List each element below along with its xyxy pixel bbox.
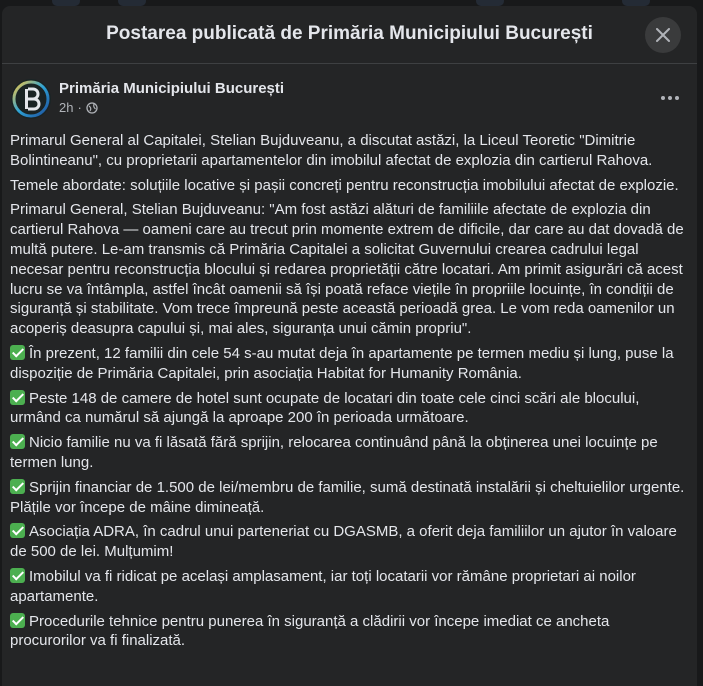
post-body	[10, 131, 686, 656]
more-icon	[661, 96, 665, 100]
post-meta: 2h ·	[59, 100, 98, 115]
post-paragraph: Primarul General, Stelian Bujduveanu: "Am fost astăzi alături de familiile afectate de explozia din cartierul Rahova — oameni care au trecut prin momente extrem de dificile, dar care au dat dovadă de multă putere. Le-am transmis că Primăria Capitalei a solicitat Guvernului crearea cadrului legal necesar pentru reconstrucția blocului și redarea proprietății către locatari. Am primit asigurări că acest lucru se va întâmpla, astfel încât oamenii să își poată reface viețile în propriile locuințe, în condiții de siguranță și stabilitate. Vom trece împreună peste această perioadă grea. Le vom reda oamenilor un acoperiș deasupra capului și, mai ales, siguranța unui cămin propriu".	[10, 201, 684, 338]
check-mark-icon	[10, 345, 25, 360]
check-mark-icon	[10, 613, 25, 628]
check-mark-icon	[10, 523, 25, 538]
bullet-item: Imobilul va fi ridicat pe același amplasament, iar toți locatarii vor rămâne proprietari ai noilor apartamente.	[10, 567, 636, 605]
post-modal	[2, 6, 697, 686]
modal-header	[2, 6, 697, 64]
avatar[interactable]	[11, 79, 51, 119]
post-time[interactable]: 2h	[59, 100, 74, 115]
check-mark-icon	[10, 390, 25, 405]
bullet-item: Asociația ADRA, în cadrul unui parteneriat cu DGASMB, a oferit deja familiilor un ajutor în valoare de 500 de lei. Mulțumim!	[10, 523, 677, 561]
bullet-item: Sprijin financiar de 1.500 de lei/membru de familie, sumă destinată instalării și cheltuielilor urgente. Plățile vor începe de mâine dimineață.	[10, 478, 685, 516]
close-button[interactable]	[645, 17, 681, 53]
globe-icon	[86, 102, 98, 114]
modal-title: Postarea publicată de Primăria Municipiului București	[106, 23, 593, 44]
bullet-item: În prezent, 12 familii din cele 54 s-au mutat deja în apartamente pe termen mediu și lung, puse la dispoziție de Primăria Capitalei, prin asociația Habitat for Humanity România.	[10, 344, 674, 382]
post-paragraph: Temele abordate: soluțiile locative și pașii concreți pentru reconstrucția imobilului afectat de explozie.	[10, 176, 679, 194]
bullet-item: Peste 148 de camere de hotel sunt ocupate de locatari din toate cele cinci scări ale blocului, urmând ca numărul să ajungă la aproape 200 în perioada următoare.	[10, 389, 640, 427]
post-paragraph: Primarul General al Capitalei, Stelian Bujduveanu, a discutat astăzi, la Liceul Teoretic "Dimitrie Bolintineanu", cu proprietarii apartamentelor din imobilul afectat de explozia din cartierul Rahova.	[10, 132, 653, 169]
post-author[interactable]: Primăria Municipiului București	[59, 80, 285, 97]
close-icon	[656, 28, 670, 42]
pmb-logo	[11, 79, 51, 119]
more-options-button[interactable]	[654, 86, 686, 110]
bullet-item: Nicio familie nu va fi lăsată fără sprijin, relocarea continuând până la obținerea unei locuințe pe termen lung.	[10, 434, 658, 471]
bullet-item: Procedurile tehnice pentru punerea în siguranță a clădirii vor începe imediat ce ancheta procurorilor va fi finalizată.	[10, 612, 610, 650]
check-mark-icon	[10, 568, 25, 583]
check-mark-icon	[10, 479, 25, 494]
check-mark-icon	[10, 434, 25, 449]
